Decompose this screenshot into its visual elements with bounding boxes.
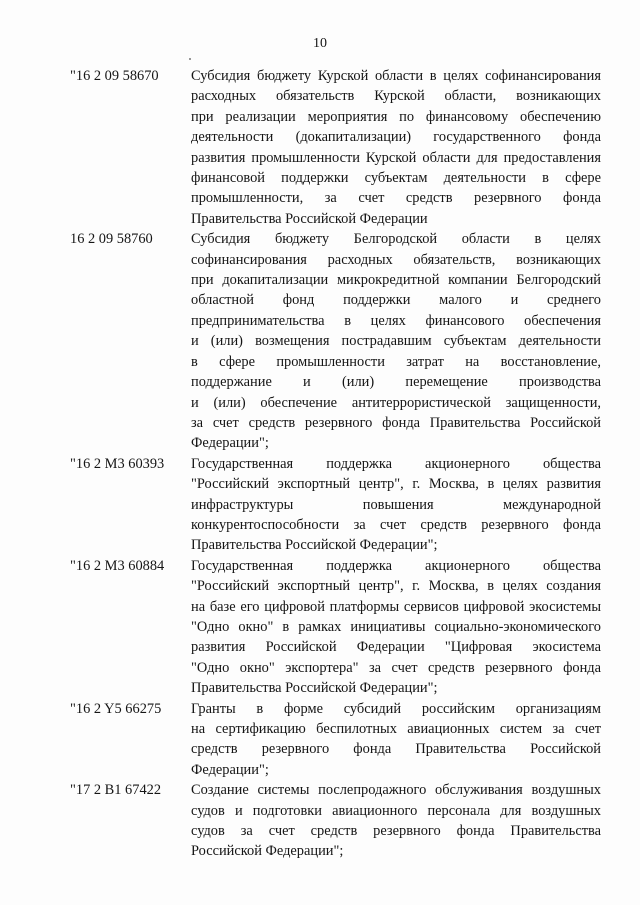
description-line: "Российский экспортный центр", г. Москва, в целях развития <box>191 476 601 493</box>
description-line: Правительства Российской Федерации"; <box>191 680 438 697</box>
description-line: Российской Федерации"; <box>191 843 344 860</box>
description-line: Государственная поддержка акционерного общества <box>191 557 601 574</box>
description-line: предпринимательства в целях финансового обеспечения <box>191 312 601 329</box>
description-line: инфраструктуры повышения международной <box>191 496 601 513</box>
document-entry <box>70 556 610 699</box>
description-line: развития промышленности Курской области для предоставления <box>191 149 601 166</box>
scan-speck <box>189 58 191 60</box>
document-entry <box>70 780 610 862</box>
description-line: судов за счет средств резервного фонда Правительства <box>191 823 601 840</box>
description-line: при докапитализации микрокредитной компании Белгородский <box>191 272 601 289</box>
description-line: за счет средств резервного фонда Правительства Российской <box>191 414 601 431</box>
entry-list <box>70 66 610 862</box>
description-line: Субсидия бюджету Курской области в целях софинансирования <box>191 68 601 84</box>
description-line: "Одно окно" в рамках инициативы социально-экономического <box>191 618 601 635</box>
entry-description <box>191 66 601 229</box>
description-line: Государственная поддержка акционерного общества <box>191 455 601 472</box>
description-line: Гранты в форме субсидий российским организациям <box>191 700 601 717</box>
entry-description <box>191 229 601 453</box>
description-line: областной фонд поддержки малого и среднего <box>191 292 601 309</box>
description-line: Субсидия бюджету Белгородской области в целях <box>191 231 601 248</box>
description-line: расходных обязательств Курской области, возникающих <box>191 88 601 105</box>
description-line: софинансирования расходных обязательств, возникающих <box>191 251 601 268</box>
document-entry <box>70 454 610 556</box>
budget-code: "16 2 М3 60884 <box>70 557 165 574</box>
budget-code: "17 2 В1 67422 <box>70 782 162 799</box>
description-line: на базе его цифровой платформы сервисов цифровой экосистемы <box>191 598 601 615</box>
entry-description <box>191 556 601 699</box>
budget-code: 16 2 09 58760 <box>70 231 153 248</box>
description-line: Правительства Российской Федерации"; <box>191 537 438 554</box>
description-line: на сертификацию беспилотных авиационных систем за счет <box>191 721 601 737</box>
description-line: Федерации"; <box>191 761 269 778</box>
description-line: и (или) возмещения пострадавшим субъектам деятельности <box>191 333 601 350</box>
description-line: при реализации мероприятия по финансовому обеспечению <box>191 108 601 125</box>
description-line: Правительства Российской Федерации <box>191 210 428 227</box>
description-line: развития Российской Федерации "Цифровая экосистема <box>191 639 601 656</box>
description-line: Создание системы послепродажного обслуживания воздушных <box>191 782 601 799</box>
page-number: 10 <box>313 36 327 51</box>
document-entry <box>70 699 610 781</box>
document-entry <box>70 66 610 229</box>
description-line: деятельности (докапитализации) государственного фонда <box>191 129 601 146</box>
description-line: финансовой поддержки субъектам деятельности в сфере <box>191 170 601 187</box>
budget-code: "16 2 Y5 66275 <box>70 700 162 717</box>
budget-code: "16 2 09 58670 <box>70 68 159 84</box>
description-line: промышленности, за счет средств резервного фонда <box>191 190 601 207</box>
description-line: судов и подготовки авиационного персонала для воздушных <box>191 802 601 819</box>
description-line: поддержание и (или) перемещение производства <box>191 374 601 391</box>
description-line: Федерации"; <box>191 435 269 452</box>
document-entry <box>70 229 610 453</box>
description-line: "Российский экспортный центр", г. Москва, в целях создания <box>191 578 601 595</box>
description-line: "Одно окно" экспортера" за счет средств резервного фонда <box>191 659 601 676</box>
description-line: и (или) обеспечение антитеррористической защищенности, <box>191 394 601 411</box>
description-line: конкурентоспособности за счет средств резервного фонда <box>191 516 601 533</box>
entry-description <box>191 454 601 556</box>
description-line: средств резервного фонда Правительства Российской <box>191 741 601 758</box>
description-line: в сфере промышленности затрат на восстановление, <box>191 353 601 370</box>
budget-code: "16 2 М3 60393 <box>70 455 165 472</box>
entry-description <box>191 780 601 862</box>
entry-description <box>191 699 601 781</box>
